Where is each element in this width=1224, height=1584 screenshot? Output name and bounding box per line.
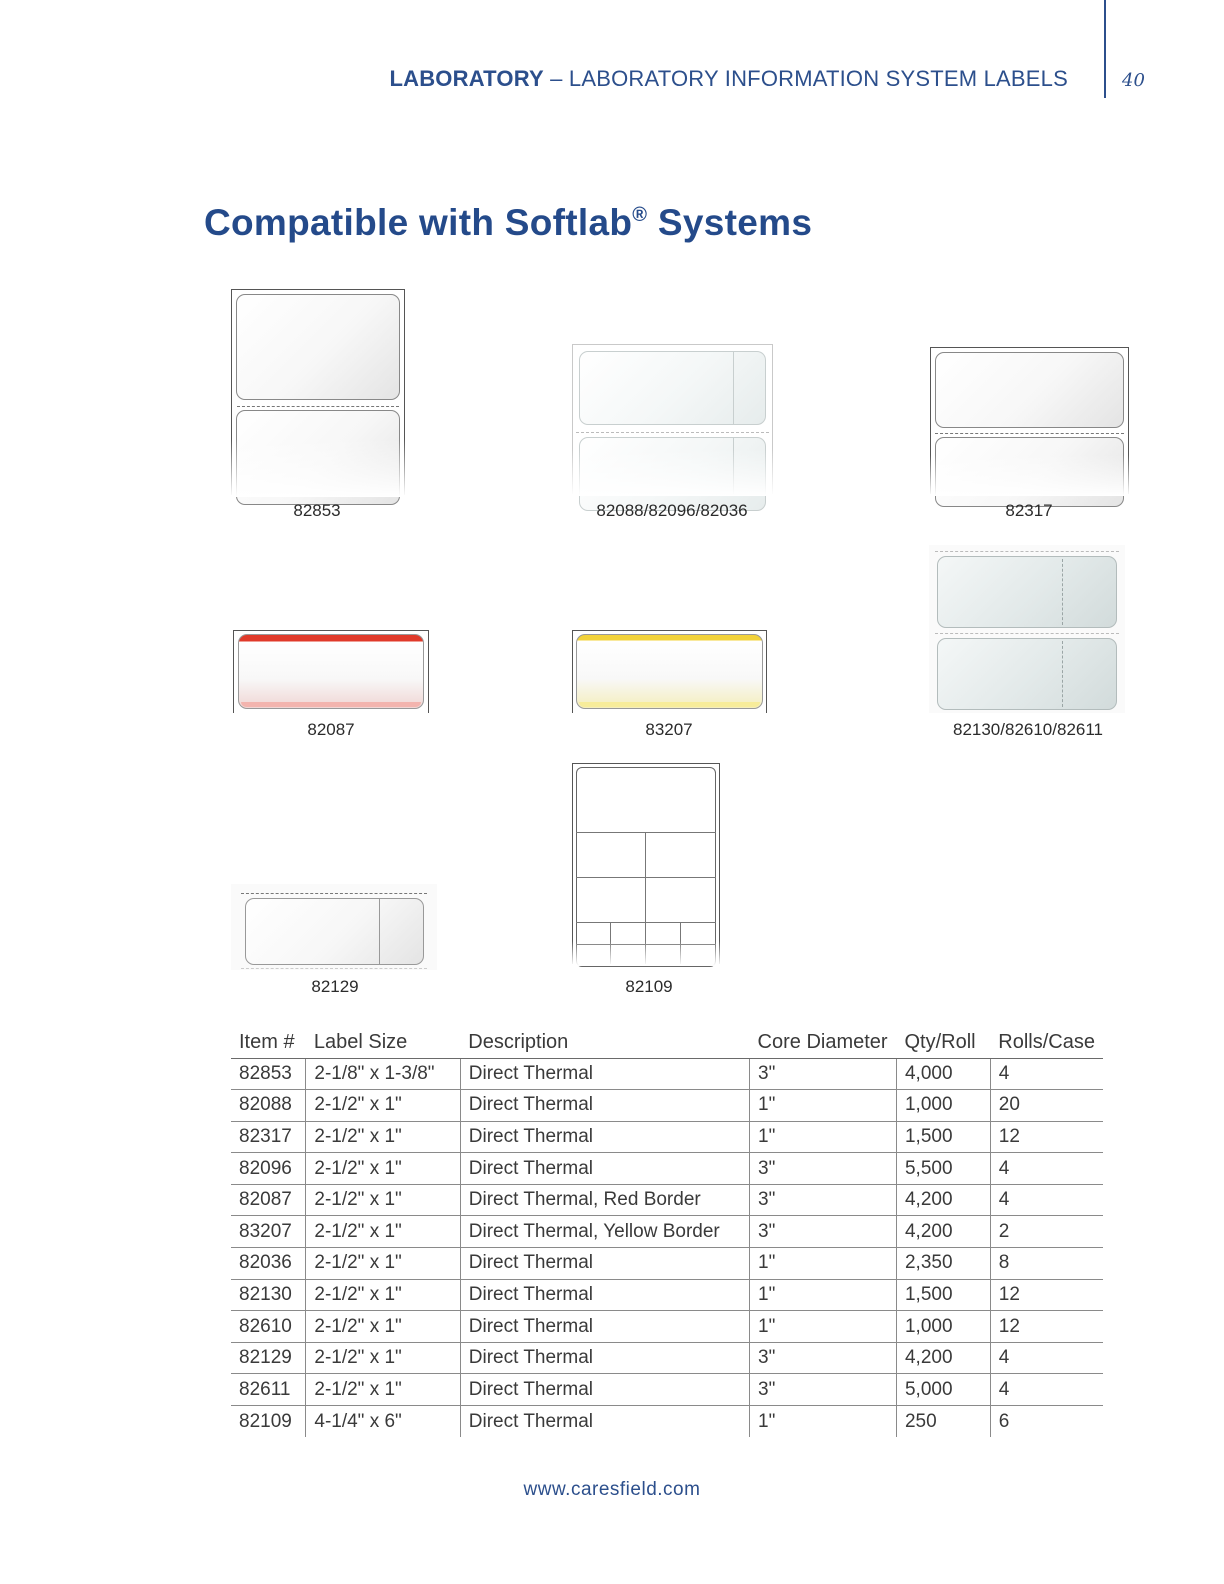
cell-item: 82130 — [231, 1279, 306, 1311]
cell-description: Direct Thermal — [460, 1406, 749, 1438]
cell-item: 83207 — [231, 1216, 306, 1248]
label-caption: 82087 — [307, 720, 355, 739]
label-caption: 82130/82610/82611 — [952, 720, 1104, 739]
label-image-82087 — [233, 630, 429, 713]
cell-rolls-case: 6 — [990, 1406, 1103, 1438]
cell-description: Direct Thermal — [460, 1090, 749, 1122]
cell-core-diameter: 1" — [750, 1121, 897, 1153]
page-number: 40 — [1122, 70, 1145, 91]
cell-item: 82096 — [231, 1153, 306, 1185]
header-subtitle: LABORATORY INFORMATION SYSTEM LABELS — [568, 66, 1068, 91]
cell-label-size: 2-1/2" x 1" — [306, 1121, 460, 1153]
cell-label-size: 2-1/2" x 1" — [306, 1090, 460, 1122]
cell-core-diameter: 1" — [750, 1090, 897, 1122]
cell-qty-roll: 4,200 — [896, 1184, 990, 1216]
cell-rolls-case: 20 — [990, 1090, 1103, 1122]
cell-qty-roll: 5,500 — [896, 1153, 990, 1185]
column-header-description: Description — [460, 1028, 749, 1058]
cell-description: Direct Thermal — [460, 1342, 749, 1374]
cell-description: Direct Thermal — [460, 1153, 749, 1185]
table-header-row — [231, 1028, 1103, 1058]
cell-core-diameter: 3" — [750, 1216, 897, 1248]
cell-item: 82610 — [231, 1311, 306, 1343]
header-divider — [1104, 0, 1106, 98]
table-row — [231, 1216, 1103, 1248]
table-row — [231, 1248, 1103, 1280]
cell-label-size: 2-1/2" x 1" — [306, 1248, 460, 1280]
table-row — [231, 1342, 1103, 1374]
product-table — [231, 1028, 1103, 1437]
cell-core-diameter: 3" — [750, 1184, 897, 1216]
table-row — [231, 1311, 1103, 1343]
column-header-item: Item # — [231, 1028, 306, 1058]
cell-rolls-case: 12 — [990, 1311, 1103, 1343]
cell-qty-roll: 5,000 — [896, 1374, 990, 1406]
table-row — [231, 1153, 1103, 1185]
cell-core-diameter: 1" — [750, 1406, 897, 1438]
cell-core-diameter: 3" — [750, 1342, 897, 1374]
cell-label-size: 2-1/2" x 1" — [306, 1184, 460, 1216]
cell-item: 82109 — [239, 1410, 292, 1432]
table-row — [231, 1090, 1103, 1122]
cell-item: 82317 — [231, 1121, 306, 1153]
label-image-82853 — [231, 289, 405, 495]
table-row — [231, 1058, 1103, 1090]
table-row — [231, 1184, 1103, 1216]
label-caption: 82088/82096/82036 — [596, 501, 748, 520]
cell-label-size: 2-1/2" x 1" — [306, 1279, 460, 1311]
header-section: LABORATORY — [389, 66, 544, 91]
column-header-label-size: Label Size — [306, 1028, 460, 1058]
cell-description: Direct Thermal, Red Border — [460, 1184, 749, 1216]
cell-description: Direct Thermal — [460, 1374, 749, 1406]
label-image-82109 — [572, 763, 720, 964]
cell-rolls-case: 12 — [990, 1121, 1103, 1153]
cell-qty-roll: 4,200 — [896, 1342, 990, 1374]
cell-rolls-case: 12 — [990, 1279, 1103, 1311]
cell-description: Direct Thermal — [460, 1311, 749, 1343]
cell-label-size: 2-1/2" x 1" — [306, 1311, 460, 1343]
cell-core-diameter: 3" — [750, 1058, 897, 1090]
table-row — [231, 1121, 1103, 1153]
cell-label-size: 2-1/8" x 1-3/8" — [306, 1058, 460, 1090]
cell-description: Direct Thermal — [460, 1121, 749, 1153]
cell-rolls-case: 4 — [990, 1058, 1103, 1090]
cell-item: 82611 — [231, 1374, 306, 1406]
cell-qty-roll: 1,000 — [896, 1090, 990, 1122]
cell-item: 82129 — [231, 1342, 306, 1374]
running-header — [389, 66, 1068, 92]
cell-qty-roll: 4,200 — [896, 1216, 990, 1248]
cell-core-diameter: 1" — [750, 1279, 897, 1311]
cell-core-diameter: 1" — [750, 1311, 897, 1343]
label-caption: 82317 — [1005, 501, 1053, 520]
cell-description: Direct Thermal — [460, 1058, 749, 1090]
label-caption: 83207 — [645, 720, 693, 739]
table-row — [231, 1374, 1103, 1406]
footer-url[interactable]: www.caresfield.com — [523, 1479, 701, 1500]
label-caption: 82109 — [625, 977, 673, 996]
page-title — [204, 202, 812, 244]
cell-rolls-case: 4 — [990, 1374, 1103, 1406]
cell-qty-roll: 2,350 — [896, 1248, 990, 1280]
cell-label-size: 2-1/2" x 1" — [306, 1342, 460, 1374]
cell-label-size: 2-1/2" x 1" — [306, 1374, 460, 1406]
table-row — [231, 1406, 1103, 1438]
label-image-82130 — [929, 545, 1125, 713]
cell-rolls-case: 4 — [990, 1342, 1103, 1374]
title-main: Compatible with Softlab — [204, 202, 633, 243]
table-row — [231, 1279, 1103, 1311]
cell-core-diameter: 1" — [750, 1248, 897, 1280]
cell-item: 82853 — [231, 1058, 306, 1090]
cell-description: Direct Thermal, Yellow Border — [460, 1216, 749, 1248]
cell-qty-roll: 1,000 — [896, 1311, 990, 1343]
label-image-82317 — [930, 347, 1129, 494]
cell-rolls-case: 4 — [990, 1184, 1103, 1216]
cell-core-diameter: 3" — [750, 1374, 897, 1406]
cell-qty-roll: 250 — [896, 1406, 990, 1438]
cell-rolls-case: 4 — [990, 1153, 1103, 1185]
cell-label-size: 2-1/2" x 1" — [306, 1153, 460, 1185]
cell-item: 82088 — [231, 1090, 306, 1122]
cell-item: 82087 — [231, 1184, 306, 1216]
column-header-rolls-case: Rolls/Case — [990, 1028, 1103, 1058]
label-caption: 82129 — [311, 977, 359, 996]
cell-rolls-case: 2 — [990, 1216, 1103, 1248]
cell-description: Direct Thermal — [460, 1248, 749, 1280]
cell-core-diameter: 3" — [750, 1153, 897, 1185]
label-caption: 82853 — [293, 501, 341, 520]
label-image-82129 — [231, 884, 437, 970]
cell-item: 82036 — [231, 1248, 306, 1280]
cell-qty-roll: 4,000 — [896, 1058, 990, 1090]
cell-label-size: 4-1/4" x 6" — [306, 1406, 460, 1438]
label-image-82088 — [572, 344, 773, 494]
registered-mark: ® — [632, 204, 648, 226]
title-suffix: Systems — [647, 202, 813, 243]
cell-qty-roll: 1,500 — [896, 1279, 990, 1311]
header-separator: – — [543, 66, 569, 91]
cell-label-size: 2-1/2" x 1" — [306, 1216, 460, 1248]
cell-qty-roll: 1,500 — [896, 1121, 990, 1153]
cell-description: Direct Thermal — [460, 1279, 749, 1311]
column-header-core-diameter: Core Diameter — [750, 1028, 897, 1058]
cell-rolls-case: 8 — [990, 1248, 1103, 1280]
label-image-83207 — [572, 630, 767, 713]
column-header-qty-roll: Qty/Roll — [896, 1028, 990, 1058]
